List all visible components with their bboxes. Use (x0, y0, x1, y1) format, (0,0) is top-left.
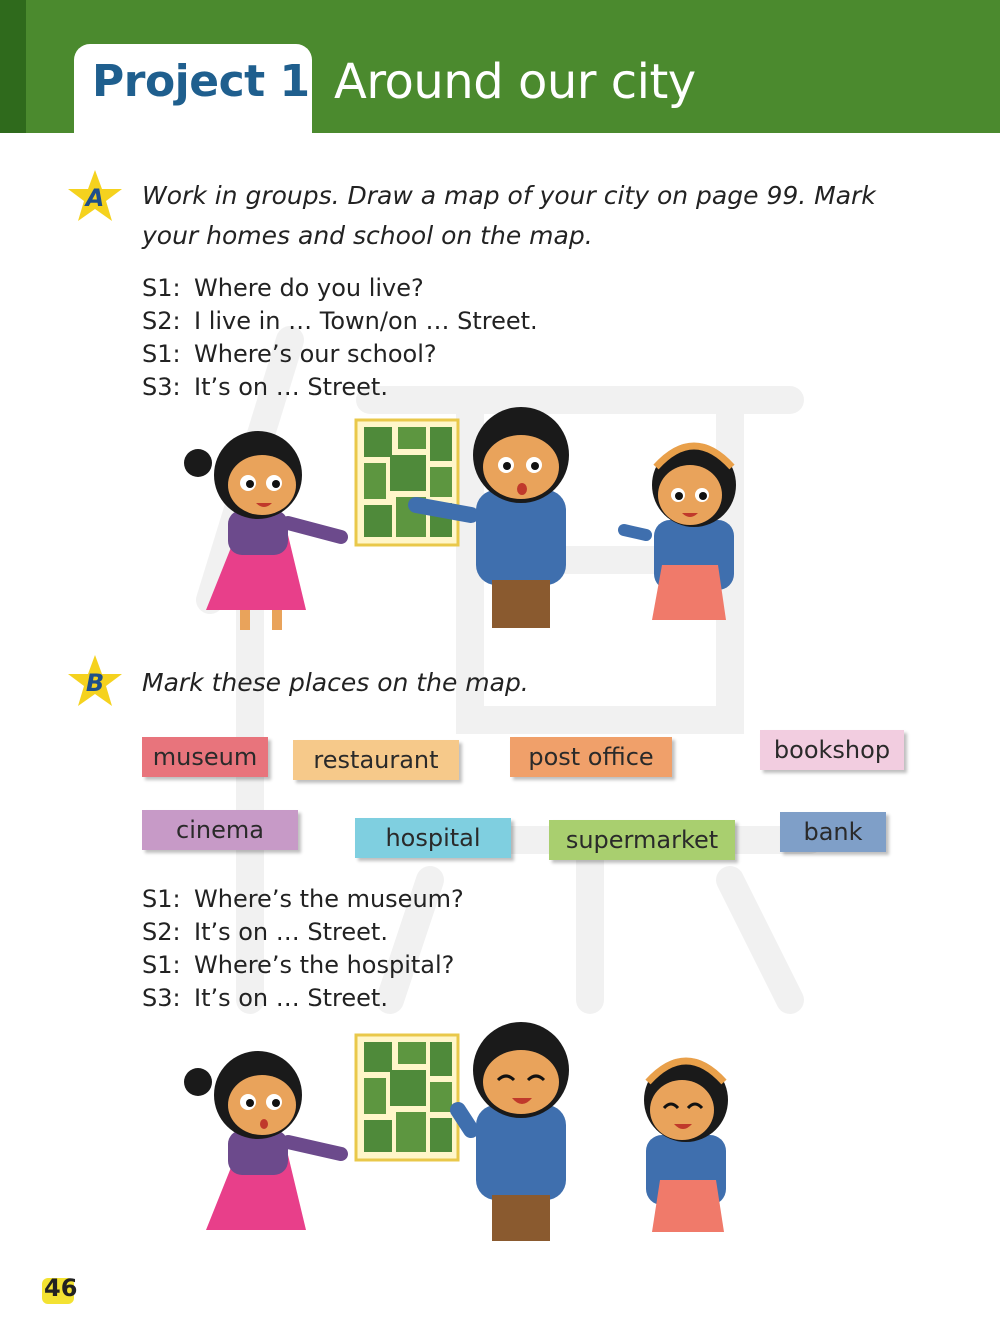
city-map-drawing (356, 420, 458, 545)
speaker-label: S1: (142, 885, 181, 913)
place-card-museum: museum (142, 737, 268, 777)
dialogue-text: It’s on … Street. (194, 984, 388, 1012)
dialogue-text: I live in … Town/on … Street. (194, 307, 538, 335)
girl-pigtail-illustration (184, 1051, 341, 1230)
place-card-restaurant: restaurant (293, 740, 459, 780)
dialogue-line (142, 916, 464, 949)
place-card-hospital: hospital (355, 818, 511, 858)
dialogue-text: It’s on … Street. (194, 373, 388, 401)
dialogue-line (142, 371, 538, 404)
section-a-instruction (142, 176, 942, 256)
section-a-letter: A (85, 184, 105, 212)
dialogue-line (142, 883, 464, 916)
city-map-drawing (356, 1035, 458, 1160)
section-a-dialogue (142, 272, 538, 404)
girl-headband-illustration (624, 443, 736, 620)
speaker-label: S1: (142, 274, 181, 302)
project-label: Project 1 (92, 56, 310, 107)
section-a-instruction-line1: Work in groups. Draw a map of your city on page 99. Mark (142, 181, 876, 210)
dialogue-line (142, 982, 464, 1015)
place-card-bookshop: bookshop (760, 730, 904, 770)
place-card-bank: bank (780, 812, 886, 852)
dialogue-line (142, 272, 538, 305)
speaker-label: S1: (142, 951, 181, 979)
page-number: 46 (44, 1274, 78, 1302)
dialogue-text: Where’s our school? (194, 340, 437, 368)
boy-illustration (458, 1022, 569, 1241)
dialogue-text: Where do you live? (194, 274, 424, 302)
section-b-letter: B (85, 669, 105, 697)
dialogue-line (142, 305, 538, 338)
girl-headband-illustration (644, 1058, 728, 1232)
speaker-label: S2: (142, 918, 181, 946)
section-a-instruction-line2: your homes and school on the map. (142, 221, 593, 250)
place-card-supermarket: supermarket (549, 820, 735, 860)
speaker-label: S1: (142, 340, 181, 368)
girl-pigtail-illustration (184, 431, 341, 630)
speaker-label: S3: (142, 984, 181, 1012)
page-title: Around our city (334, 54, 696, 110)
header-edge (0, 0, 26, 133)
children-map-illustration-b (176, 1020, 766, 1245)
dialogue-line (142, 949, 464, 982)
children-map-illustration-a (176, 405, 766, 640)
dialogue-text: It’s on … Street. (194, 918, 388, 946)
dialogue-line (142, 338, 538, 371)
place-card-cinema: cinema (142, 810, 298, 850)
place-card-post-office: post office (510, 737, 672, 777)
dialogue-text: Where’s the museum? (194, 885, 464, 913)
dialogue-text: Where’s the hospital? (194, 951, 455, 979)
section-b-dialogue (142, 883, 464, 1015)
section-b-instruction: Mark these places on the map. (142, 668, 529, 697)
speaker-label: S2: (142, 307, 181, 335)
speaker-label: S3: (142, 373, 181, 401)
